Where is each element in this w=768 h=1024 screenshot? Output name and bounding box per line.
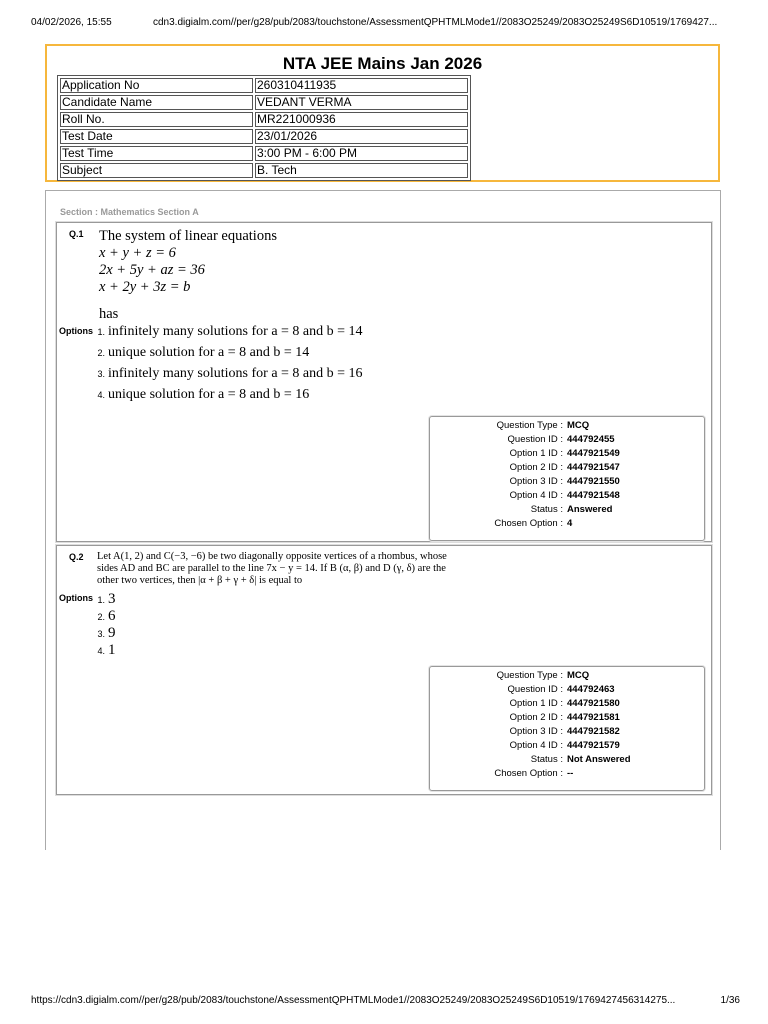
question-text [99,228,277,323]
candidate-info-box [45,44,720,182]
option-1: 1. infinitely many solutions for a = 8 and b = 14 [97,324,363,339]
option-text: infinitely many solutions for a = 8 and b = 14 [108,324,363,339]
status-value: Answered [567,504,613,515]
meta-row: Option 4 ID : 4447921548 [509,490,620,501]
option-2: 2. 6 [97,608,116,624]
question-intro: The system of linear equations [99,228,277,244]
option-4: 4. unique solution for a = 8 and b = 16 [97,387,310,402]
info-key: Subject [60,163,253,178]
meta-row: Chosen Option : 4 [494,518,573,529]
exam-title: NTA JEE Mains Jan 2026 [282,54,483,73]
question-number: Q.1 [69,229,84,239]
meta-row: Option 2 ID : 4447921547 [509,462,620,473]
meta-row: Status : Not Answered [530,754,631,765]
info-key: Test Time [60,146,253,161]
chosen-option-value: 4 [567,518,573,529]
question-text [97,551,477,587]
meta-row: Chosen Option : -- [494,768,574,779]
section-container [45,190,721,850]
info-key: Application No [60,78,253,93]
meta-row: Option 3 ID : 4447921582 [509,726,620,737]
print-url: cdn3.digialm.com//per/g28/pub/2083/touchstone/AssessmentQPHTMLMode1//2083O25249/2083O25249S6D10519/1769427... [153,17,718,28]
question-meta-box [429,666,705,791]
option-3: 3. infinitely many solutions for a = 8 and b = 16 [97,366,363,381]
option-text: 9 [108,625,116,641]
print-datetime: 04/02/2026, 15:55 [31,17,112,28]
option-1: 1. 3 [97,591,116,607]
info-row [60,146,468,161]
question-meta-box [429,416,705,541]
meta-row: Question Type : MCQ [496,670,590,681]
info-value: 3:00 PM - 6:00 PM [255,146,468,161]
option-text: 1 [108,642,116,658]
options-label: Options [59,326,93,336]
question-line: other two vertices, then |α + β + γ + δ| is equal to [97,575,303,586]
option-text: unique solution for a = 8 and b = 16 [108,387,310,402]
info-row [60,112,468,127]
option-text: 6 [108,608,116,624]
candidate-info-table [57,75,471,181]
option-2: 2. unique solution for a = 8 and b = 14 [97,345,310,360]
option-4: 4. 1 [97,642,116,658]
info-key: Candidate Name [60,95,253,110]
info-row [60,78,468,93]
info-value: VEDANT VERMA [255,95,468,110]
meta-row: Option 3 ID : 4447921550 [509,476,620,487]
info-row [60,163,468,178]
question-suffix: has [99,306,119,322]
question-panel-1 [56,222,712,542]
meta-row: Option 1 ID : 4447921580 [509,698,620,709]
question-line: sides AD and BC are parallel to the line 7x − y = 14. If B (α, β) and D (γ, δ) are the [97,563,446,574]
option-text: infinitely many solutions for a = 8 and b = 16 [108,366,363,381]
option-3: 3. 9 [97,625,116,641]
option-text: 3 [108,591,116,607]
status-value: Not Answered [567,754,631,765]
option-text: unique solution for a = 8 and b = 14 [108,345,310,360]
info-value: B. Tech [255,163,468,178]
equation: x + 2y + 3z = b [99,279,191,295]
meta-row: Status : Answered [530,504,613,515]
info-row [60,95,468,110]
question-line: Let A(1, 2) and C(−3, −6) be two diagonally opposite vertices of a rhombus, whose [97,551,447,562]
info-row [60,129,468,144]
question-number: Q.2 [69,552,84,562]
info-key: Roll No. [60,112,253,127]
question-panel-2 [56,545,712,795]
info-key: Test Date [60,129,253,144]
meta-row: Option 2 ID : 4447921581 [509,712,620,723]
meta-row: Option 1 ID : 4447921549 [509,448,620,459]
options-label: Options [59,593,93,603]
info-value: 23/01/2026 [255,129,468,144]
meta-row: Option 4 ID : 4447921579 [509,740,620,751]
meta-row: Question ID : 444792463 [507,684,615,695]
info-value: 260310411935 [255,78,468,93]
chosen-option-value: -- [567,768,574,779]
equation: x + y + z = 6 [99,245,176,261]
meta-row: Question ID : 444792455 [507,434,615,445]
footer-url: https://cdn3.digialm.com//per/g28/pub/2083/touchstone/AssessmentQPHTMLMode1//2083O25249/2083O25249S6D10519/1769427456314275... [31,995,676,1006]
equation: 2x + 5y + az = 36 [99,262,205,278]
page-number: 1/36 [720,995,740,1006]
section-label: Section : Mathematics Section A [60,207,199,217]
info-value: MR221000936 [255,112,468,127]
meta-row: Question Type : MCQ [496,420,590,431]
